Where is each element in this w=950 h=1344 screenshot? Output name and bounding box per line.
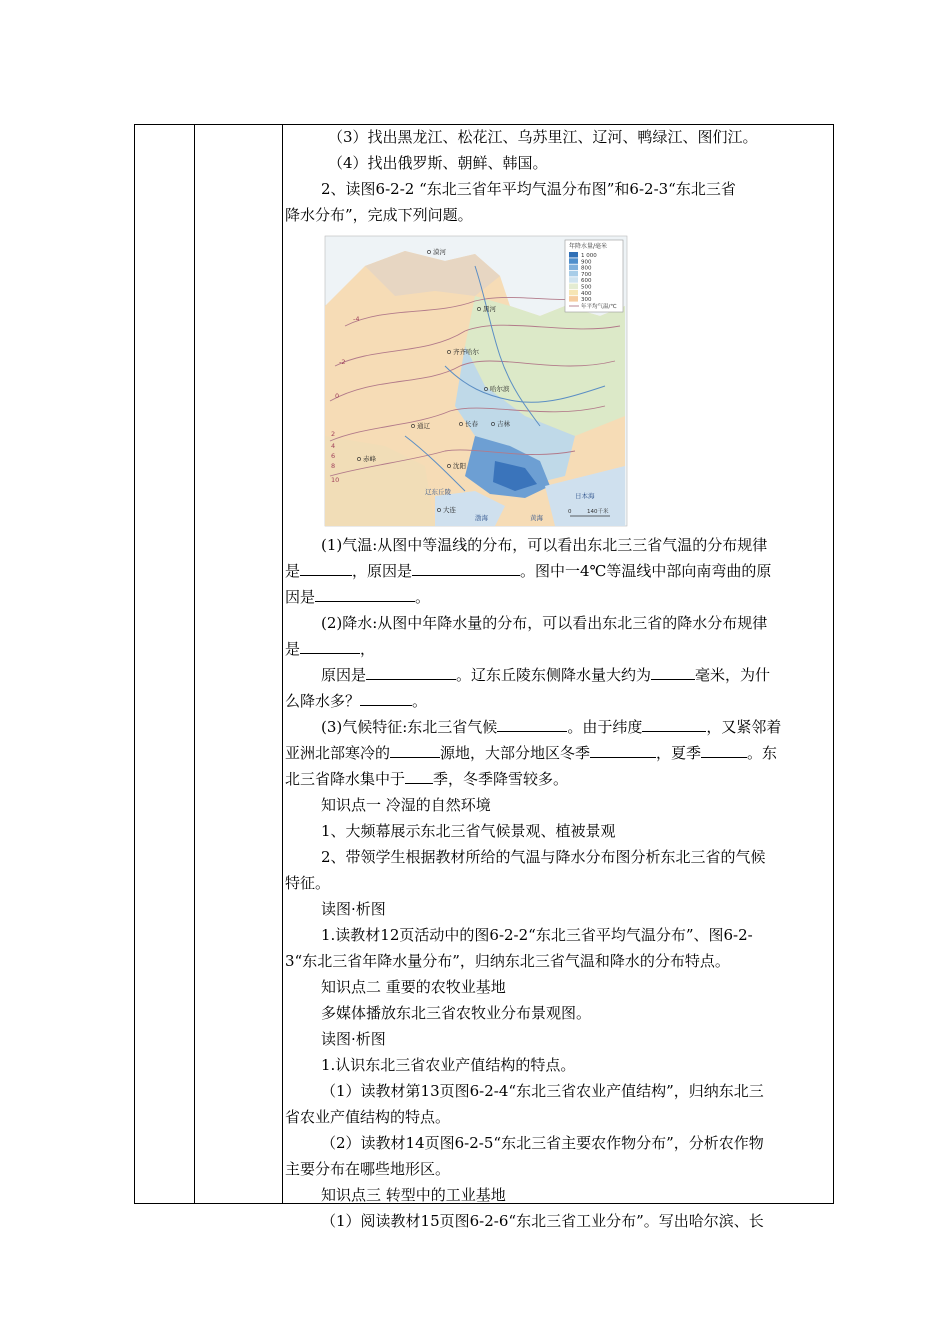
legend-value: 600 — [581, 278, 592, 285]
legend-title: 年降水量/毫米 — [569, 243, 608, 250]
text-line — [283, 740, 832, 766]
legend-swatch — [569, 252, 578, 258]
text-fragment: 北三省降水集中于 — [285, 770, 406, 788]
content-cell — [283, 124, 832, 1230]
city-label: 通辽 — [417, 422, 430, 430]
text-line — [283, 636, 832, 662]
text-line: 3“东北三省年降水量分布”，归纳东北三省气温和降水的分布特点。 — [285, 952, 730, 970]
legend-swatch — [569, 258, 578, 264]
text-line: 特征。 — [285, 874, 331, 892]
legend-swatch — [569, 277, 578, 283]
answer-blank[interactable] — [300, 560, 352, 576]
text-fragment: 。辽东丘陵东侧降水量大约为 — [456, 666, 652, 684]
text-line: （1）阅读教材15页图6-2-6“东北三省工业分布”。写出哈尔滨、长 — [321, 1212, 764, 1230]
text-line: （3）找出黑龙江、松花江、乌苏里江、辽河、鸭绿江、图们江。 — [328, 128, 758, 146]
text-fragment: 是 — [285, 562, 301, 580]
text-line: (1)气温:从图中等温线的分布，可以看出东北三三省气温的分布规律 — [321, 536, 768, 554]
legend-value: 400 — [581, 290, 592, 297]
climate-map — [325, 236, 627, 526]
isotherm-label: 8 — [331, 462, 336, 470]
text-line: (2)降水:从图中年降水量的分布，可以看出东北三省的降水分布规律 — [321, 614, 768, 632]
text-line: 读图·析图 — [321, 1030, 386, 1048]
answer-blank[interactable] — [651, 664, 695, 680]
isotherm-label: 10 — [331, 476, 340, 484]
legend-swatch — [569, 265, 578, 271]
isotherm-label: 0 — [335, 392, 340, 400]
text-line — [283, 688, 832, 714]
text-line: （4）找出俄罗斯、朝鲜、韩国。 — [328, 154, 548, 172]
answer-blank[interactable] — [390, 742, 440, 758]
text-line — [283, 584, 832, 610]
text-line: 2、带领学生根据教材所给的气温与降水分布图分析东北三省的气候 — [321, 848, 766, 866]
text-fragment: 亚洲北部寒冷的 — [285, 744, 391, 762]
isotherm-label: 4 — [331, 442, 336, 450]
legend-value: 300 — [581, 297, 592, 304]
isotherm-label: 6 — [331, 452, 336, 460]
answer-blank[interactable] — [497, 716, 567, 732]
answer-blank[interactable] — [366, 664, 456, 680]
city-label: 齐齐哈尔 — [453, 348, 479, 356]
legend-swatch — [569, 296, 578, 302]
legend-swatch — [569, 290, 578, 296]
text-line: （2）读教材14页图6-2-5“东北三省主要农作物分布”，分析农作物 — [321, 1134, 764, 1152]
region-label: 渤海 — [475, 514, 488, 522]
text-fragment: 。 — [412, 692, 428, 710]
isotherm-label: -4 — [353, 315, 360, 323]
isotherm-label: -2 — [339, 358, 346, 366]
column-divider — [194, 125, 195, 1203]
city-label: 赤峰 — [363, 455, 376, 463]
section-heading: 知识点三 转型中的工业基地 — [321, 1186, 506, 1204]
text-line: （1）读教材第13页图6-2-4“东北三省农业产值结构”，归纳东北三 — [321, 1082, 764, 1100]
city-label: 哈尔滨 — [490, 385, 510, 393]
text-fragment: 。图中一4℃等温线中部向南弯曲的原 — [520, 562, 772, 580]
legend-value: 500 — [581, 284, 592, 291]
text-fragment: 源地，大部分地区冬季 — [440, 744, 591, 762]
legend-swatch — [569, 284, 578, 290]
text-line — [283, 766, 832, 792]
answer-blank[interactable] — [300, 638, 360, 654]
answer-blank[interactable] — [315, 586, 415, 602]
text-fragment: 季，冬季降雪较多。 — [433, 770, 569, 788]
legend-swatch — [569, 271, 578, 277]
text-fragment: 因是 — [285, 588, 316, 606]
text-line: 2、读图6-2-2 “东北三省年平均气温分布图”和6-2-3“东北三省 — [321, 180, 736, 198]
text-line: 省农业产值结构的特点。 — [285, 1108, 451, 1126]
answer-blank[interactable] — [412, 560, 520, 576]
city-label: 漠河 — [433, 248, 446, 256]
legend-isotherm: 年平均气温/℃ — [581, 304, 617, 310]
text-fragment: 原因是 — [321, 666, 367, 684]
answer-blank[interactable] — [360, 690, 412, 706]
text-line: 降水分布”，完成下列问题。 — [285, 206, 473, 224]
text-line: 1.认识东北三省农业产值结构的特点。 — [321, 1056, 576, 1074]
city-label: 吉林 — [497, 420, 510, 428]
text-fragment: 。 — [415, 588, 431, 606]
region-label: 黄海 — [530, 514, 543, 522]
text-line: 1、大频幕展示东北三省气候景观、植被景观 — [321, 822, 616, 840]
text-line — [283, 714, 832, 740]
city-label: 黑河 — [483, 305, 496, 313]
text-fragment: 。由于纬度 — [567, 718, 643, 736]
answer-blank[interactable] — [701, 742, 747, 758]
city-label: 沈阳 — [453, 462, 466, 470]
isotherm-label: 2 — [331, 430, 336, 438]
text-line — [283, 662, 832, 688]
legend-value: 700 — [581, 271, 592, 278]
section-heading: 知识点二 重要的农牧业基地 — [321, 978, 506, 996]
map-legend — [565, 240, 623, 312]
text-fragment: ，夏季 — [656, 744, 702, 762]
answer-blank[interactable] — [590, 742, 656, 758]
scale-zero: 0 — [568, 509, 572, 515]
text-line: 1.读教材12页活动中的图6-2-2“东北三省平均气温分布”、图6-2- — [321, 926, 753, 944]
text-fragment: ， — [360, 640, 376, 658]
region-label: 辽东丘陵 — [425, 488, 451, 496]
text-fragment: 么降水多？ — [285, 692, 361, 710]
text-line: 读图·析图 — [321, 900, 386, 918]
text-fragment: ，又紧邻着 — [706, 718, 782, 736]
city-label: 大连 — [443, 506, 456, 514]
legend-value: 900 — [581, 259, 592, 266]
answer-blank[interactable] — [405, 768, 433, 784]
answer-blank[interactable] — [642, 716, 706, 732]
text-line: 多媒体播放东北三省农牧业分布景观图。 — [321, 1004, 592, 1022]
legend-value: 800 — [581, 265, 592, 272]
section-heading: 知识点一 冷湿的自然环境 — [321, 796, 491, 814]
text-fragment: 。东 — [747, 744, 778, 762]
climate-map-figure — [325, 236, 627, 526]
text-fragment: 是 — [285, 640, 301, 658]
text-fragment: ，原因是 — [352, 562, 413, 580]
text-fragment: (3)气候特征:东北三省气候 — [321, 718, 498, 736]
legend-value: 1 000 — [581, 253, 597, 259]
region-label: 日本海 — [575, 492, 595, 500]
scale-label: 140千米 — [587, 509, 609, 515]
text-fragment: 毫米，为什 — [695, 666, 771, 684]
text-line — [283, 558, 832, 584]
city-label: 长春 — [465, 420, 478, 428]
text-line: 主要分布在哪些地形区。 — [285, 1160, 451, 1178]
